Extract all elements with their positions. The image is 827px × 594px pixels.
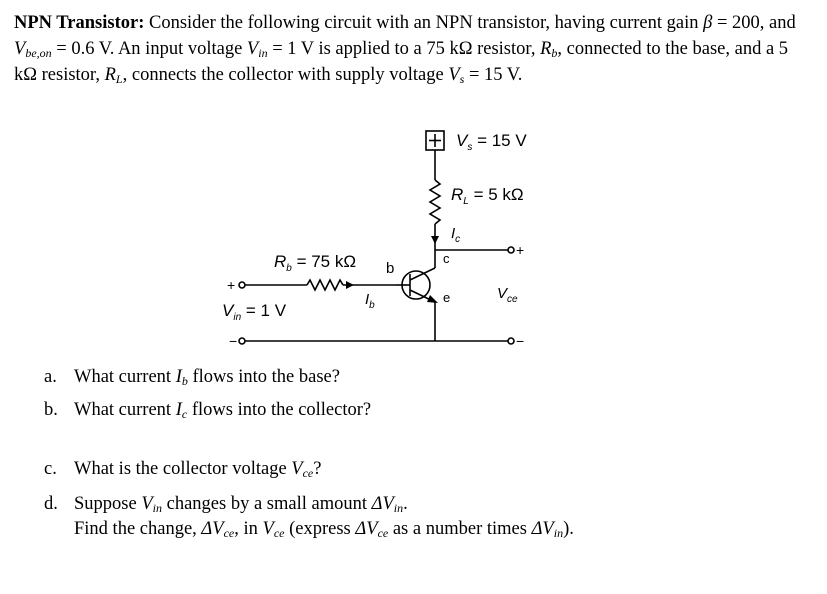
emitter-arrow [427, 295, 438, 303]
sub: in [393, 501, 404, 515]
var: V [14, 39, 26, 59]
terminal-vce-minus [508, 338, 514, 344]
text: , connects the collector with supply voltage [122, 65, 449, 85]
text: What current [74, 400, 176, 420]
terminal-vin-minus [239, 338, 245, 344]
text: = 0.6 V. An input voltage [51, 39, 247, 59]
ib-arrow [346, 281, 354, 289]
sub: L [115, 72, 123, 86]
text: ). [563, 519, 574, 539]
ic-label: $I_c$ [451, 225, 461, 245]
terminal-vin-plus [239, 282, 245, 288]
question-label: a. [44, 367, 57, 387]
var: I [175, 400, 182, 420]
var: ΔV [355, 519, 378, 539]
sub: ce [223, 526, 235, 540]
sub: ce [302, 466, 314, 480]
vs-label: $V_s = 15$ V [456, 131, 527, 153]
beta-symbol: β [703, 13, 713, 33]
text: = 15 V. [464, 65, 523, 85]
text: = 200, and [712, 13, 796, 33]
sub: s [459, 72, 465, 86]
sub: in [152, 501, 162, 515]
rl-label: $R_L = 5$ kΩ [451, 185, 524, 207]
text: flows into the base? [187, 367, 340, 387]
var: I [175, 367, 182, 387]
text: changes by a small amount [161, 494, 372, 514]
var: ΔV [371, 494, 394, 514]
sub: ce [377, 526, 389, 540]
question-c [44, 456, 321, 482]
text: = 1 V is applied to a 75 kΩ resistor, [267, 39, 541, 59]
transistor-collector [410, 268, 435, 280]
text: ? [313, 459, 322, 479]
ic-arrow [431, 236, 439, 244]
question-d-line2 [74, 516, 574, 542]
ib-label: $I_b$ [365, 291, 375, 311]
var: V [291, 459, 303, 479]
sub: c [181, 407, 188, 421]
vin-plus-label: + [227, 277, 236, 293]
vce-label: $V_{ce}$ [497, 285, 518, 305]
sub: be,on [25, 46, 52, 60]
text: Consider the following circuit with an NPN transistor, having current gain [144, 13, 704, 33]
text: , connected to the base, and a 5 kΩ resistor, [14, 39, 789, 85]
var: R [104, 65, 116, 85]
vce-minus-label: − [516, 333, 525, 349]
question-label: c. [44, 459, 57, 479]
text: as a number times [388, 519, 532, 539]
var: V [262, 519, 274, 539]
vin-label: $V_{in} = 1$ V [222, 301, 287, 323]
sub: in [553, 526, 564, 540]
node-e-label: e [443, 290, 451, 305]
question-a [44, 364, 340, 390]
var: ΔV [201, 519, 224, 539]
question-b [44, 397, 371, 423]
sub: b [181, 374, 188, 388]
question-label: d. [44, 494, 58, 514]
sub: b [551, 46, 558, 60]
var: V [448, 65, 460, 85]
terminal-vce-plus [508, 247, 514, 253]
text: , in [234, 519, 263, 539]
text: flows into the collector? [187, 400, 372, 420]
text: What current [74, 367, 176, 387]
text: What is the collector voltage [74, 459, 292, 479]
text: Find the change, [74, 519, 202, 539]
var: V [246, 39, 259, 59]
rl-resistor [430, 180, 440, 224]
node-c-label: c [443, 251, 450, 266]
vce-plus-label: + [516, 242, 525, 258]
text: (express [284, 519, 356, 539]
var: V [141, 494, 153, 514]
question-label: b. [44, 400, 58, 420]
text: . [403, 494, 408, 514]
sub: ce [273, 526, 285, 540]
rb-resistor [307, 280, 343, 290]
text: Suppose [74, 494, 142, 514]
var: R [540, 39, 552, 59]
node-b-label: b [386, 260, 395, 277]
rb-label: $R_b = 75$ kΩ [274, 252, 357, 274]
problem-title: NPN Transistor: [14, 13, 145, 33]
sub: in [258, 46, 268, 60]
vin-minus-label: − [229, 333, 238, 349]
question-d [44, 491, 408, 517]
var: ΔV [531, 519, 554, 539]
